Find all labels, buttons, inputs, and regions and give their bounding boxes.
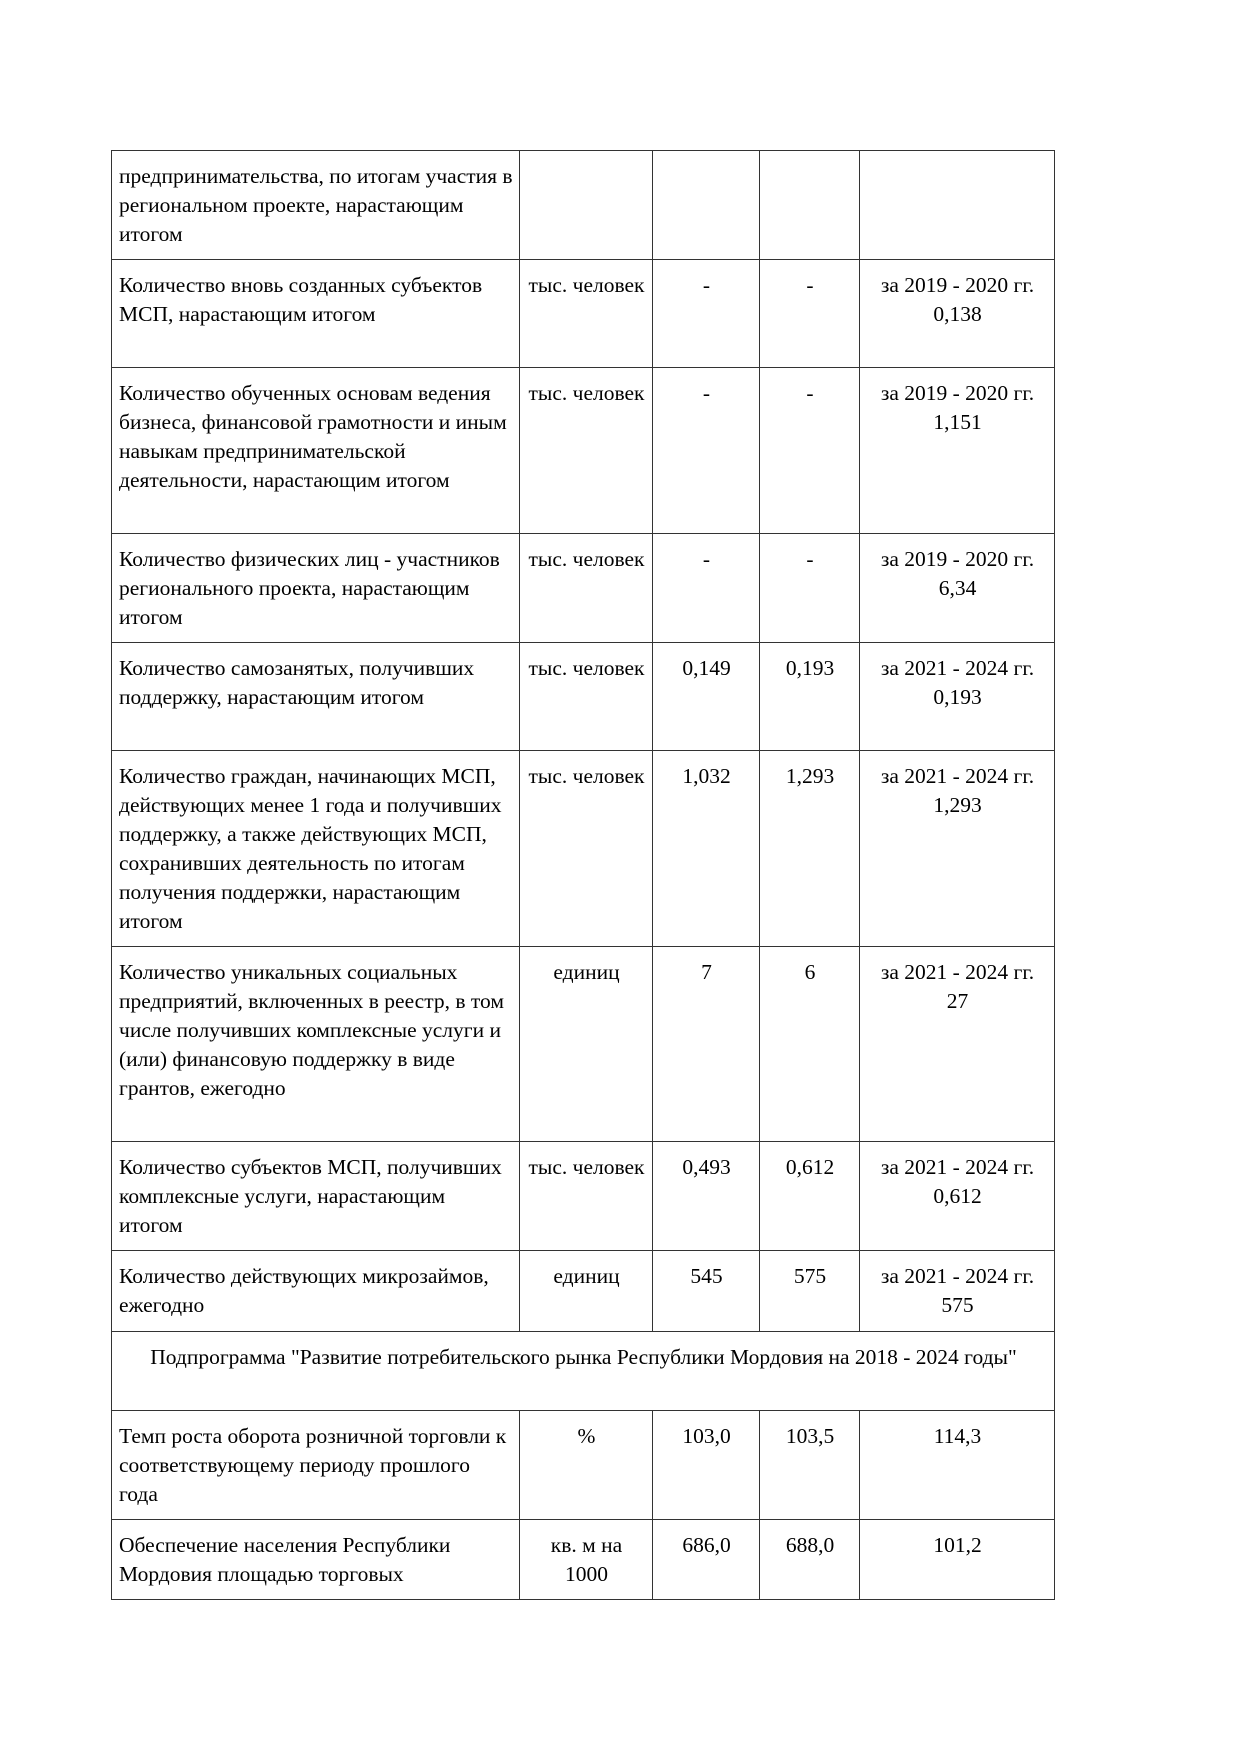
target-period: за 2021 - 2024 гг. bbox=[880, 960, 1035, 984]
target-cell bbox=[860, 151, 1055, 260]
table-row bbox=[112, 368, 1055, 534]
value-1-cell: - bbox=[653, 260, 760, 368]
indicator-name: Количество физических лиц - участников регионального проекта, нарастающим итогом bbox=[112, 534, 520, 643]
value-1-cell: 0,149 bbox=[653, 643, 760, 751]
unit-cell: тыс. человек bbox=[520, 751, 653, 947]
indicator-name: Темп роста оборота розничной торговли к соответствующему периоду прошлого года bbox=[112, 1411, 520, 1520]
target-value: 114,3 bbox=[933, 1424, 982, 1448]
value-1-cell: - bbox=[653, 368, 760, 534]
target-value: 575 bbox=[941, 1293, 974, 1317]
unit-cell: тыс. человек bbox=[520, 534, 653, 643]
value-2-cell: 575 bbox=[760, 1251, 860, 1332]
target-value: 0,193 bbox=[933, 685, 982, 709]
target-value: 1,293 bbox=[933, 793, 982, 817]
indicator-name: Количество вновь созданных субъектов МСП, нарастающим итогом bbox=[112, 260, 520, 368]
unit-cell: % bbox=[520, 1411, 653, 1520]
target-cell bbox=[860, 1251, 1055, 1332]
target-cell bbox=[860, 260, 1055, 368]
table-row bbox=[112, 534, 1055, 643]
target-cell bbox=[860, 947, 1055, 1142]
table-row bbox=[112, 751, 1055, 947]
target-period: за 2021 - 2024 гг. bbox=[880, 764, 1035, 788]
table-row bbox=[112, 260, 1055, 368]
value-1-cell bbox=[653, 151, 760, 260]
value-2-cell: 0,193 bbox=[760, 643, 860, 751]
target-period: за 2019 - 2020 гг. bbox=[880, 273, 1035, 297]
indicator-name: Количество самозанятых, получивших поддержку, нарастающим итогом bbox=[112, 643, 520, 751]
value-2-cell: - bbox=[760, 368, 860, 534]
value-2-cell: 1,293 bbox=[760, 751, 860, 947]
unit-cell: тыс. человек bbox=[520, 260, 653, 368]
subprogram-title: Подпрограмма "Развитие потребительского рынка Республики Мордовия на 2018 - 2024 годы" bbox=[112, 1332, 1055, 1411]
value-2-cell: 0,612 bbox=[760, 1142, 860, 1251]
value-2-cell: 688,0 bbox=[760, 1520, 860, 1600]
unit-cell: единиц bbox=[520, 947, 653, 1142]
target-cell bbox=[860, 751, 1055, 947]
section-row bbox=[112, 1332, 1055, 1411]
table-row bbox=[112, 643, 1055, 751]
target-value: 0,612 bbox=[933, 1184, 982, 1208]
value-1-cell: 545 bbox=[653, 1251, 760, 1332]
indicator-name: Количество обученных основам ведения бизнеса, финансовой грамотности и иным навыкам предпринимательской деятельности, нарастающим итогом bbox=[112, 368, 520, 534]
target-period: за 2019 - 2020 гг. bbox=[880, 547, 1035, 571]
table-row bbox=[112, 1520, 1055, 1600]
value-1-cell: - bbox=[653, 534, 760, 643]
indicator-name: Количество субъектов МСП, получивших комплексные услуги, нарастающим итогом bbox=[112, 1142, 520, 1251]
target-value: 0,138 bbox=[933, 302, 982, 326]
unit-cell: тыс. человек bbox=[520, 368, 653, 534]
target-cell bbox=[860, 1142, 1055, 1251]
target-cell bbox=[860, 368, 1055, 534]
value-2-cell: - bbox=[760, 260, 860, 368]
target-period: за 2021 - 2024 гг. bbox=[880, 1264, 1035, 1288]
indicator-name: Количество граждан, начинающих МСП, действующих менее 1 года и получивших поддержку, а также действующих МСП, сохранивших деятельность по итогам получения поддержки, нарастающим итогом bbox=[112, 751, 520, 947]
target-value: 27 bbox=[946, 989, 969, 1013]
unit-cell: тыс. человек bbox=[520, 643, 653, 751]
unit-cell bbox=[520, 151, 653, 260]
value-1-cell: 103,0 bbox=[653, 1411, 760, 1520]
table-row bbox=[112, 1142, 1055, 1251]
table-row bbox=[112, 1411, 1055, 1520]
value-1-cell: 0,493 bbox=[653, 1142, 760, 1251]
table-row bbox=[112, 947, 1055, 1142]
value-1-cell: 686,0 bbox=[653, 1520, 760, 1600]
table-row bbox=[112, 151, 1055, 260]
unit-cell: кв. м на 1000 bbox=[520, 1520, 653, 1600]
target-value: 101,2 bbox=[933, 1533, 982, 1557]
value-2-cell: - bbox=[760, 534, 860, 643]
target-cell bbox=[860, 534, 1055, 643]
target-value: 1,151 bbox=[933, 410, 982, 434]
value-1-cell: 7 bbox=[653, 947, 760, 1142]
target-value: 6,34 bbox=[938, 576, 977, 600]
value-1-cell: 1,032 bbox=[653, 751, 760, 947]
table-body bbox=[112, 151, 1055, 1600]
target-period: за 2021 - 2024 гг. bbox=[880, 1155, 1035, 1179]
value-2-cell: 6 bbox=[760, 947, 860, 1142]
indicator-name: Количество уникальных социальных предприятий, включенных в реестр, в том числе получивших комплексные услуги и (или) финансовую поддержку в виде грантов, ежегодно bbox=[112, 947, 520, 1142]
indicator-name: Количество действующих микрозаймов, ежегодно bbox=[112, 1251, 520, 1332]
target-cell bbox=[860, 1520, 1055, 1600]
target-cell bbox=[860, 1411, 1055, 1520]
value-2-cell bbox=[760, 151, 860, 260]
indicators-table bbox=[111, 150, 1055, 1600]
target-cell bbox=[860, 643, 1055, 751]
indicator-name: предпринимательства, по итогам участия в региональном проекте, нарастающим итогом bbox=[112, 151, 520, 260]
target-period: за 2019 - 2020 гг. bbox=[880, 381, 1035, 405]
indicator-name: Обеспечение населения Республики Мордовия площадью торговых bbox=[112, 1520, 520, 1600]
unit-cell: тыс. человек bbox=[520, 1142, 653, 1251]
value-2-cell: 103,5 bbox=[760, 1411, 860, 1520]
table-row bbox=[112, 1251, 1055, 1332]
unit-cell: единиц bbox=[520, 1251, 653, 1332]
target-period: за 2021 - 2024 гг. bbox=[880, 656, 1035, 680]
